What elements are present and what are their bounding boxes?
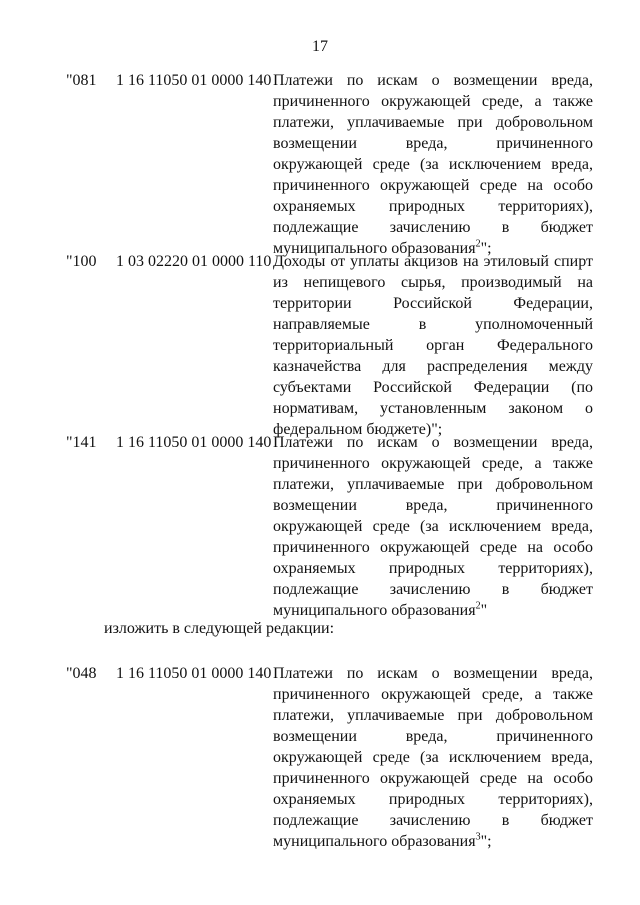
entry-text: Платежи по искам о возмещении вреда, причиненного окружающей среде, а также платежи, уплачиваемые при добровольном возмещении вреда, причиненного окружающей среде (за исключением вреда, причиненного окружающей среде на особо охраняемых природных территориях), подлежащие зачислению в бюджет муниципального образования — [273, 665, 593, 850]
admin-code: "141 — [66, 434, 97, 451]
revenue-entry-081 — [66, 70, 596, 257]
revenue-entry-048 — [66, 663, 596, 850]
entry-description — [273, 70, 593, 259]
footnote-mark: 2 — [475, 600, 481, 612]
admin-code: "081 — [66, 72, 97, 89]
entry-closing: " — [480, 602, 488, 619]
admin-code: "100 — [66, 253, 97, 270]
footnote-mark: 2 — [475, 238, 481, 250]
amendment-phrase: изложить в следующей редакции: — [104, 620, 335, 637]
admin-code: "048 — [66, 665, 97, 682]
revenue-entry-100 — [66, 251, 596, 438]
entry-text: Платежи по искам о возмещении вреда, причиненного окружающей среде, а также платежи, уплачиваемые при добровольном возмещении вреда, причиненного окружающей среде (за исключением вреда, причиненного окружающей среде на особо охраняемых природных территориях), подлежащие зачислению в бюджет муниципального образования — [273, 72, 593, 257]
entry-description — [273, 432, 593, 621]
kbk-code: 1 16 11050 01 0000 140 — [116, 665, 272, 682]
kbk-code: 1 03 02220 01 0000 110 — [116, 253, 272, 270]
entry-closing: "; — [480, 240, 492, 257]
revenue-entry-141 — [66, 432, 596, 619]
entry-text: Платежи по искам о возмещении вреда, причиненного окружающей среде, а также платежи, уплачиваемые при добровольном возмещении вреда, причиненного окружающей среде (за исключением вреда, причиненного окружающей среде на особо охраняемых природных территориях), подлежащие зачислению в бюджет муниципального образования — [273, 434, 593, 619]
entry-text: Доходы от уплаты акцизов на этиловый спирт из непищевого сырья, производимый на территории Российской Федерации, направляемые в уполномоченный территориальный орган Федерального казначейства для распределения между субъектами Российской Федерации (по нормативам, установленным законом о федеральном бюджете)"; — [273, 253, 593, 438]
entry-closing: "; — [480, 833, 492, 850]
kbk-code: 1 16 11050 01 0000 140 — [116, 72, 272, 89]
footnote-mark: 3 — [475, 831, 481, 843]
kbk-code: 1 16 11050 01 0000 140 — [116, 434, 272, 451]
page-number: 17 — [312, 38, 328, 55]
entry-description — [273, 251, 593, 440]
entry-description — [273, 663, 593, 852]
